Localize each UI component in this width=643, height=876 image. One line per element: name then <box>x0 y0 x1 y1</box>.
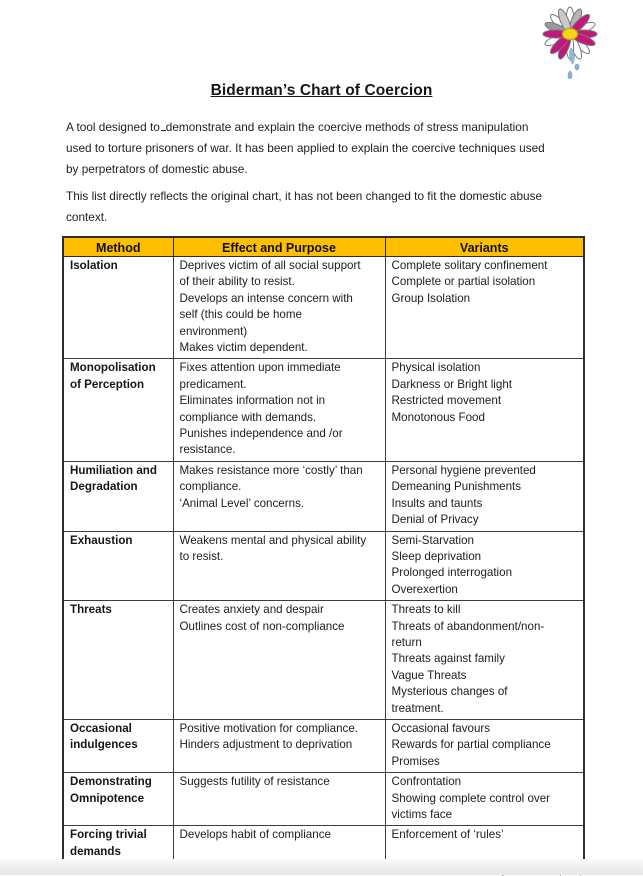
text-line: Makes resistance more ‘costly’ than <box>179 463 363 477</box>
method-cell <box>63 461 173 531</box>
effect-cell <box>173 257 385 359</box>
table-row-isolation <box>63 257 584 359</box>
text-line: Prolonged interrogation <box>391 566 513 580</box>
text-line: Promises <box>391 754 440 768</box>
text-line: Hinders adjustment to deprivation <box>179 738 353 752</box>
text-line: Vague Threats <box>391 668 467 682</box>
effect-cell <box>173 601 385 720</box>
effect-cell <box>173 826 385 863</box>
text-line: Threats against family <box>391 652 505 666</box>
text-line: Complete solitary confinement <box>391 259 548 272</box>
table-row-humiliation-and-degradation <box>63 461 584 531</box>
text-line: of their ability to resist. <box>179 275 295 289</box>
method-cell <box>63 359 173 461</box>
text-line: Humiliation and <box>70 463 157 477</box>
text-line: This list directly reflects the original chart, it has not been changed to fit the domestic abuse <box>66 189 543 203</box>
text-line: Confrontation <box>391 775 462 789</box>
variants-cell <box>385 359 584 461</box>
text-line: Showing complete control over <box>391 791 551 805</box>
effect-cell <box>173 719 385 772</box>
method-cell <box>63 719 173 772</box>
text-line: Overexertion <box>391 582 458 596</box>
table-row-threats <box>63 601 584 720</box>
effect-cell <box>173 359 385 461</box>
text-line: Degradation <box>70 480 138 494</box>
text-line: Creates anxiety and despair <box>179 603 324 617</box>
text-line: by perpetrators of domestic abuse. <box>66 162 248 176</box>
flower-center <box>563 29 578 40</box>
variants-cell <box>385 461 584 531</box>
text-line: Occasional <box>70 721 132 735</box>
column-header-method: Method <box>63 237 173 257</box>
method-cell <box>63 257 173 359</box>
text-line: Group Isolation <box>391 291 471 305</box>
text-line: Physical isolation <box>391 361 481 375</box>
text-line: demands <box>70 844 121 858</box>
coercion-table <box>62 236 585 864</box>
table-header-row <box>63 237 584 257</box>
variants-cell <box>385 826 584 863</box>
text-line: to resist. <box>179 549 224 563</box>
text-line: indulgences <box>70 738 138 752</box>
text-line: Darkness or Bright light <box>391 377 512 391</box>
text-line: ‘Animal Level’ concerns. <box>179 496 305 510</box>
text-line: Monopolisation <box>70 361 156 375</box>
effect-cell <box>173 773 385 826</box>
text-line: treatment. <box>391 701 444 715</box>
daisy-flower-icon <box>537 3 609 81</box>
text-line: of Perception <box>70 377 145 391</box>
variants-cell <box>385 257 584 359</box>
intro-paragraph-2 <box>66 186 581 228</box>
text-line: Outlines cost of non-compliance <box>179 619 345 633</box>
text-line: context. <box>66 210 108 224</box>
text-line: environment) <box>179 324 248 338</box>
text-line: Omnipotence <box>70 791 145 805</box>
text-line: self (this could be home <box>179 308 302 322</box>
text-line: Forcing trivial <box>70 828 147 842</box>
table-row-forcing-trivial-demands <box>63 826 584 863</box>
text-line: victims face <box>391 808 453 821</box>
text-line: Positive motivation for compliance. <box>179 721 358 735</box>
text-line: Develops habit of compliance <box>179 828 331 842</box>
text-line: compliance. <box>179 480 242 494</box>
column-header-variants: Variants <box>385 237 584 257</box>
method-cell <box>63 773 173 826</box>
variants-cell <box>385 531 584 601</box>
text-line: Threats <box>70 603 112 617</box>
text-line: Develops an intense concern with <box>179 291 353 305</box>
daisy-flower-logo <box>537 3 609 81</box>
text-line: Demonstrating <box>70 775 152 789</box>
text-line: Fixes attention upon immediate <box>179 361 341 375</box>
effect-cell <box>173 531 385 601</box>
effect-cell <box>173 461 385 531</box>
variants-cell <box>385 601 584 720</box>
text-line: Threats to kill <box>391 603 461 617</box>
table-row-exhaustion <box>63 531 584 601</box>
column-header-effect-and-purpose: Effect and Purpose <box>173 237 385 257</box>
text-line: predicament. <box>179 377 247 391</box>
text-line: Semi-Starvation <box>391 533 474 547</box>
page-content <box>66 117 581 876</box>
text-line: used to torture prisoners of war. It has been applied to explain the coercive techniques used <box>66 141 545 155</box>
variants-cell <box>385 773 584 826</box>
text-line: Monotonous Food <box>391 410 485 424</box>
page-bottom-edge <box>0 859 643 875</box>
text-line: compliance with demands. <box>179 410 317 424</box>
text-line: Rewards for partial compliance <box>391 738 551 752</box>
text-line: Occasional favours <box>391 721 491 735</box>
text-line: Mysterious changes of <box>391 685 508 699</box>
page-title: Biderman’s Chart of Coercion <box>210 82 433 99</box>
table-row-monopolisation-of-perception <box>63 359 584 461</box>
method-cell <box>63 826 173 863</box>
intro-line <box>66 120 528 134</box>
method-cell <box>63 531 173 601</box>
method-cell <box>63 601 173 720</box>
text-line: Complete or partial isolation <box>391 275 536 289</box>
text-line: Isolation <box>70 259 118 272</box>
text-line: resistance. <box>179 443 236 457</box>
table-row-occasional-indulgences <box>63 719 584 772</box>
text-line: Makes victim dependent. <box>179 341 308 355</box>
text-line: Enforcement of ‘rules’ <box>391 828 504 842</box>
text-line: Exhaustion <box>70 533 133 547</box>
text-line: Eliminates information not in <box>179 394 326 408</box>
intro-paragraph-1 <box>66 117 581 180</box>
text-line: Sleep deprivation <box>391 549 482 563</box>
text-line: Threats of abandonment/non- <box>391 619 545 633</box>
text-line: Restricted movement <box>391 394 502 408</box>
text-line: Suggests futility of resistance <box>179 775 330 789</box>
text-line: Weakens mental and physical ability <box>179 533 367 547</box>
intro-text-before-underline: A tool designed to <box>66 120 160 134</box>
text-line: Deprives victim of all social support <box>179 259 361 272</box>
text-line: Personal hygiene prevented <box>391 463 536 477</box>
text-line: Demeaning Punishments <box>391 480 522 494</box>
variants-cell <box>385 719 584 772</box>
text-line: Denial of Privacy <box>391 513 479 527</box>
text-line: Punishes independence and /or <box>179 427 343 441</box>
text-line: return <box>391 635 422 649</box>
table-row-demonstrating-omnipotence <box>63 773 584 826</box>
intro-text-after-underline: demonstrate and explain the coercive methods of stress manipulation <box>165 120 529 134</box>
intro-paragraph-1-rest <box>66 138 581 180</box>
text-line: Insults and taunts <box>391 496 483 510</box>
